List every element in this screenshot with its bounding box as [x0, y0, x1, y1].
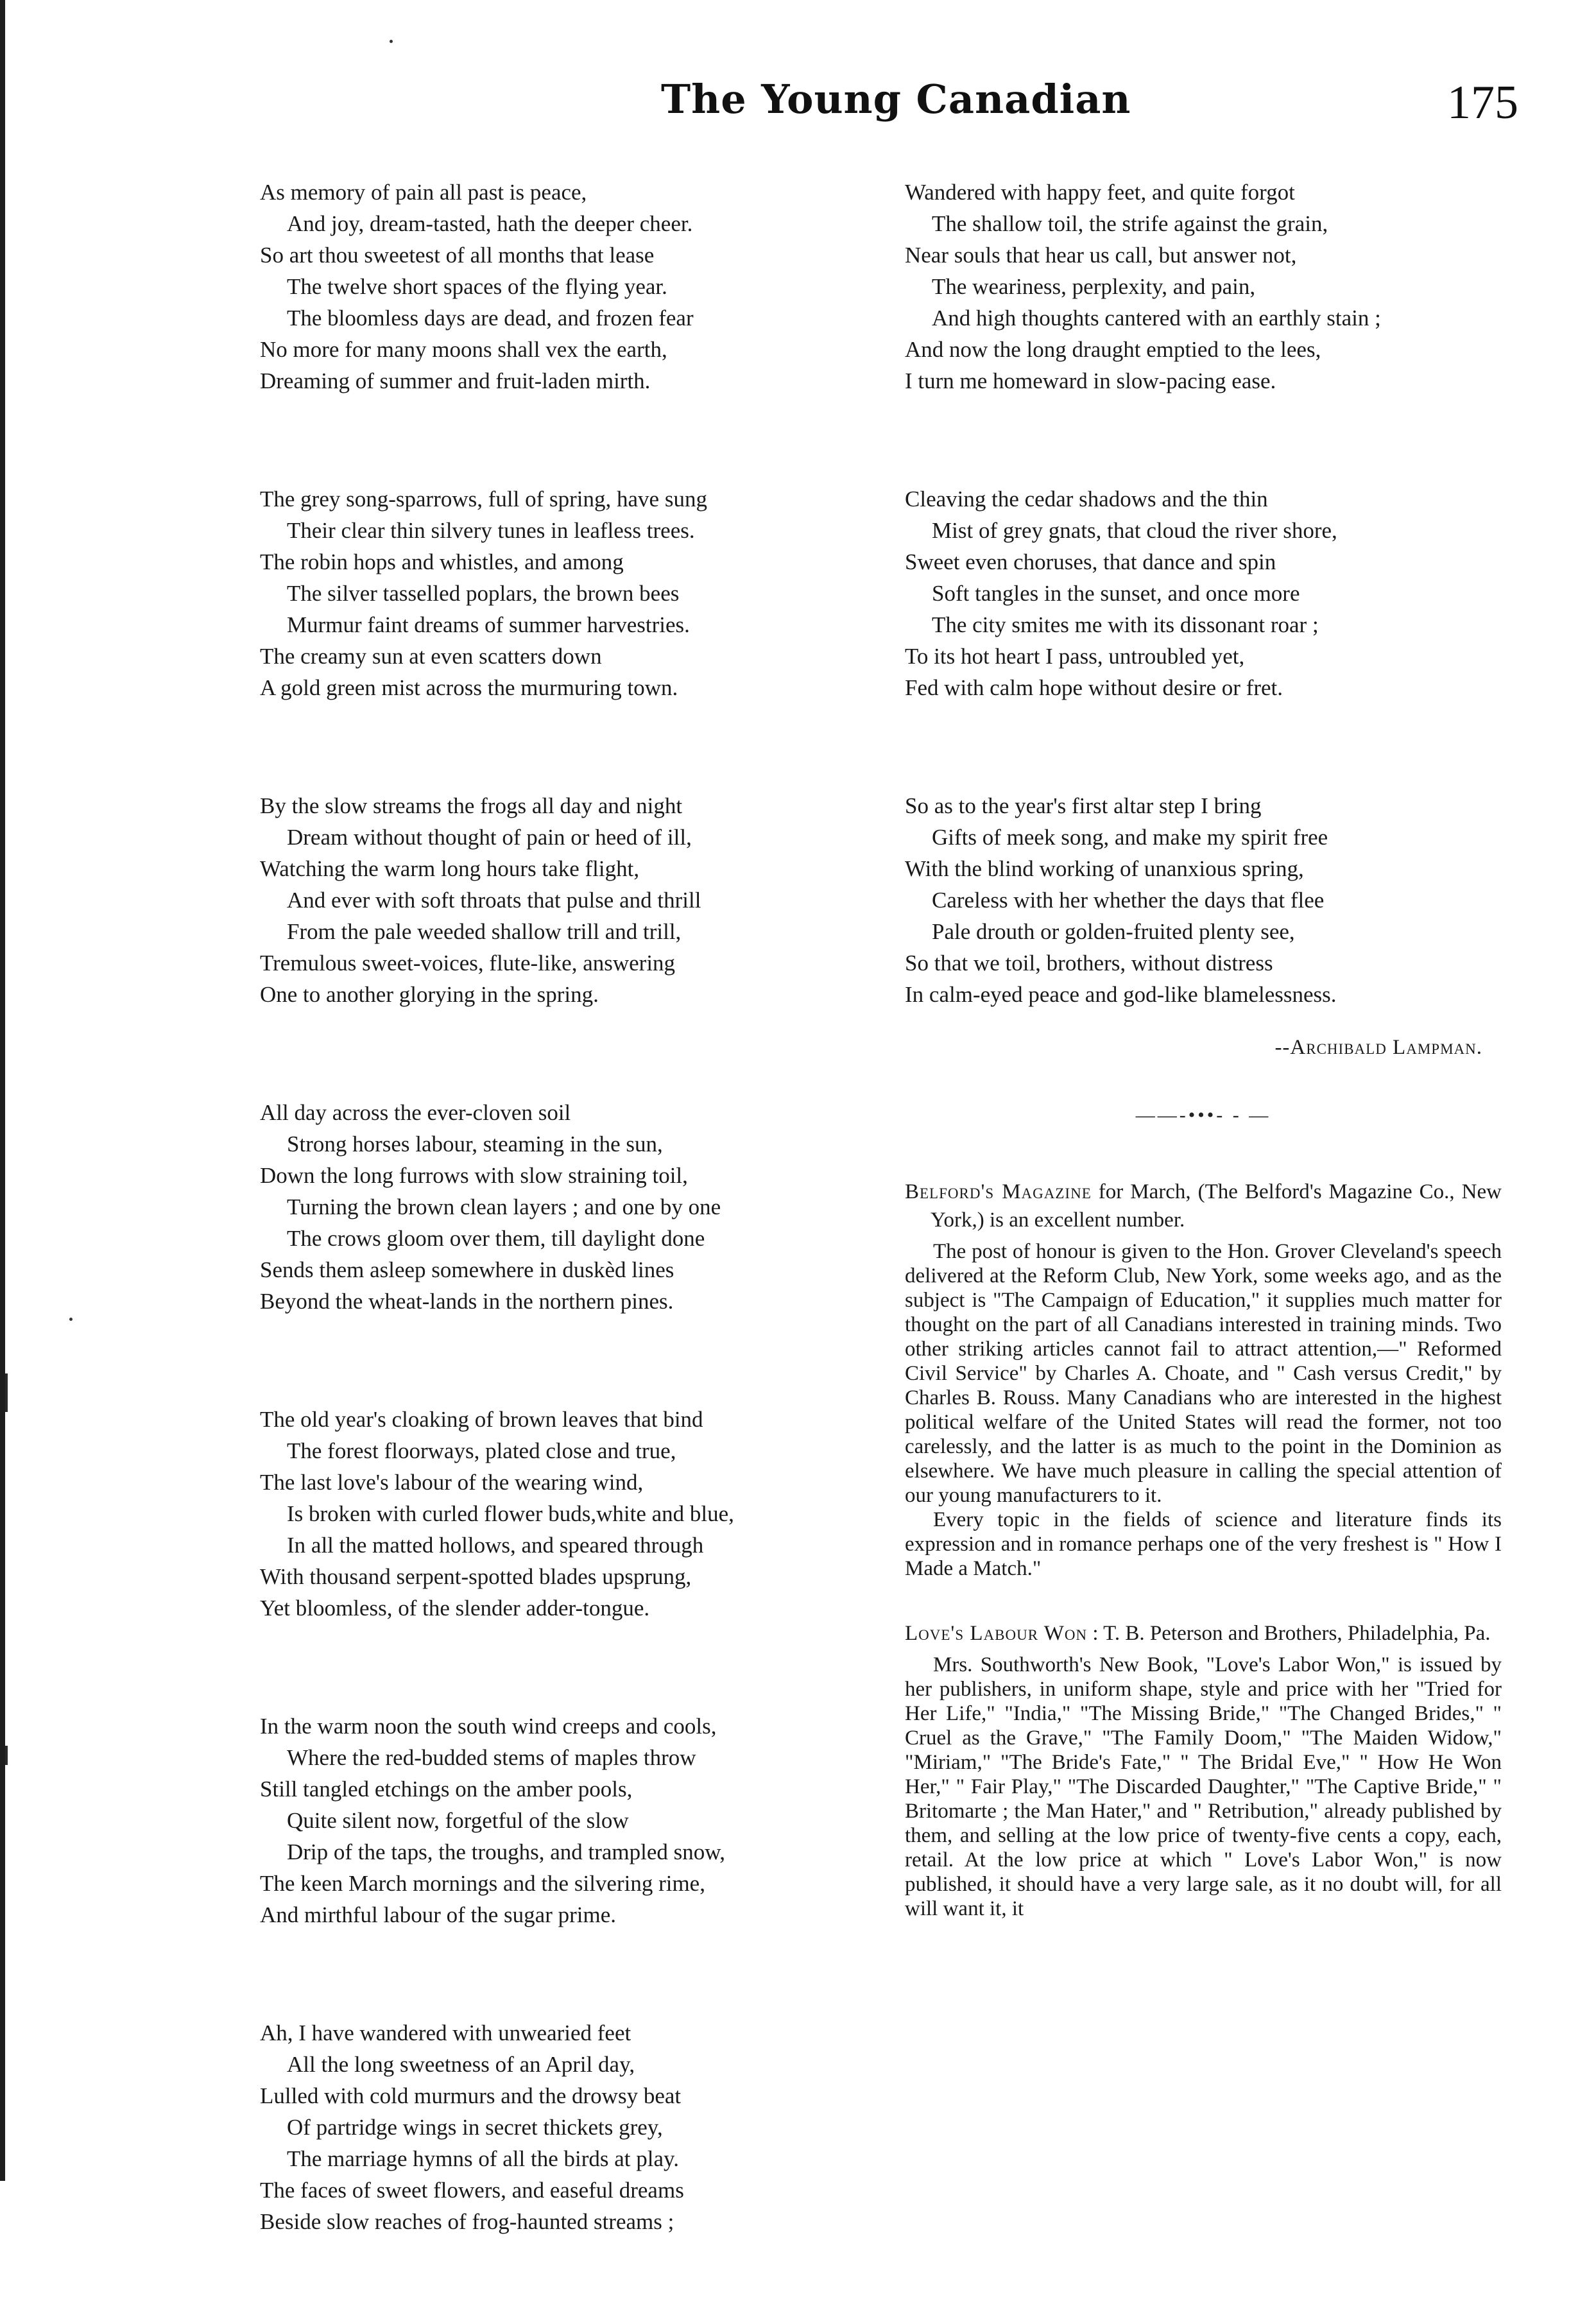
poem-line: Soft tangles in the sunset, and once more [932, 581, 1300, 606]
poem-line: No more for many moons shall vex the earth, [260, 337, 667, 362]
poem-line: The creamy sun at even scatters down [260, 644, 602, 669]
poem-line: And mirthful labour of the sugar prime. [260, 1902, 617, 1927]
poem-stanza [260, 1097, 876, 1317]
poem-line: The twelve short spaces of the flying year. [287, 274, 667, 299]
poem-line: Sweet even choruses, that dance and spin [905, 549, 1276, 574]
poem-line: The bloomless days are dead, and frozen fear [287, 306, 694, 331]
poem-line: All the long sweetness of an April day, [287, 2052, 635, 2077]
poem-stanza [905, 790, 1502, 1010]
poem-line: Cleaving the cedar shadows and the thin [905, 486, 1268, 512]
poem-line: I turn me homeward in slow-pacing ease. [905, 368, 1276, 393]
review-heading [905, 1619, 1502, 1648]
poem-line: The robin hops and whistles, and among [260, 549, 624, 574]
poem-line: Murmur faint dreams of summer harvestries. [287, 612, 690, 637]
poem-line: And high thoughts cantered with an earthly stain ; [932, 306, 1381, 331]
poem-line: Dreaming of summer and fruit-laden mirth. [260, 368, 651, 393]
poem-line: In calm-eyed peace and god-like blamelessness. [905, 982, 1337, 1007]
poem-line: Tremulous sweet-voices, flute-like, answering [260, 951, 676, 976]
poem-stanza [905, 483, 1502, 703]
poem-line: The grey song-sparrows, full of spring, have sung [260, 486, 707, 512]
poem-line: Where the red-budded stems of maples throw [287, 1745, 696, 1770]
review-title-rest: for March, (The Belford's Magazine Co., New York,) is an excellent number. [931, 1180, 1502, 1232]
poem-stanza [260, 1710, 876, 1931]
page-number: 175 [1447, 76, 1518, 129]
poem-line: The keen March mornings and the silvering rime, [260, 1871, 705, 1896]
poem-line: And ever with soft throats that pulse and thrill [287, 888, 701, 913]
poem-line: Quite silent now, forgetful of the slow [287, 1808, 629, 1833]
poem-line: Fed with calm hope without desire or fret. [905, 675, 1283, 700]
poem-attribution: --Archibald Lampman. [1274, 1036, 1482, 1059]
review-title-rest: : T. B. Peterson and Brothers, Philadelphia, Pa. [1087, 1622, 1491, 1645]
masthead-title: The Young Canadian [661, 76, 1131, 123]
poem-line: In the warm noon the south wind creeps and cools, [260, 1714, 717, 1739]
poem-line: In all the matted hollows, and speared through [287, 1533, 704, 1558]
poem-line: Near souls that hear us call, but answer not, [905, 243, 1297, 268]
poem-line: All day across the ever-cloven soil [260, 1100, 571, 1125]
poem-line: Beside slow reaches of frog-haunted streams ; [260, 2209, 674, 2234]
section-ornament: ——-•••- - — [1135, 1105, 1271, 1126]
poem-line: The shallow toil, the strife against the grain, [932, 211, 1328, 236]
poem-line: A gold green mist across the murmuring town. [260, 675, 678, 700]
poem-line: Their clear thin silvery tunes in leafless trees. [287, 518, 695, 543]
poem-line: Still tangled etchings on the amber pools, [260, 1777, 633, 1802]
review-title: Love's Labour Won [905, 1622, 1088, 1645]
poem-line: Drip of the taps, the troughs, and trampled snow, [287, 1839, 726, 1864]
left-column [260, 176, 876, 2324]
poem-line: And now the long draught emptied to the lees, [905, 337, 1321, 362]
poem-line: From the pale weeded shallow trill and trill, [287, 919, 682, 944]
poem-line: The city smites me with its dissonant roar ; [932, 612, 1319, 637]
poem-line: Down the long furrows with slow straining toil, [260, 1163, 688, 1188]
poem-line: Careless with her whether the days that flee [932, 888, 1325, 913]
poem-line: Ah, I have wandered with unwearied feet [260, 2020, 631, 2045]
poem-line: Pale drouth or golden-fruited plenty see, [932, 919, 1295, 944]
margin-mark [5, 1373, 8, 1412]
poem-line: Mist of grey gnats, that cloud the river shore, [932, 518, 1337, 543]
poem-line: Yet bloomless, of the slender adder-tongue. [260, 1596, 650, 1621]
poem-stanza [260, 176, 876, 397]
poem-line: The last love's labour of the wearing wind, [260, 1470, 644, 1495]
poem-line: Sends them asleep somewhere in duskèd lines [260, 1257, 674, 1282]
poem-line: And joy, dream-tasted, hath the deeper cheer. [287, 211, 693, 236]
poem-line: The weariness, perplexity, and pain, [932, 274, 1256, 299]
poem-line: Beyond the wheat-lands in the northern pines. [260, 1289, 674, 1314]
poem-stanza [260, 790, 876, 1010]
poem-stanza [260, 483, 876, 703]
poem-line: So that we toil, brothers, without distress [905, 951, 1273, 976]
print-speck [390, 40, 393, 43]
review-belfords [905, 1178, 1502, 1581]
poem-line: The forest floorways, plated close and true, [287, 1438, 676, 1463]
review-loves-labour-won [905, 1619, 1502, 1921]
poem-line: The old year's cloaking of brown leaves that bind [260, 1407, 703, 1432]
poem-line: Of partridge wings in secret thickets grey, [287, 2115, 663, 2140]
poem-line: By the slow streams the frogs all day and night [260, 793, 683, 818]
poem-line: So art thou sweetest of all months that lease [260, 243, 655, 268]
poem-line: The crows gloom over them, till daylight done [287, 1226, 705, 1251]
poem-line: One to another glorying in the spring. [260, 982, 599, 1007]
poem-line: The marriage hymns of all the birds at play. [287, 2146, 680, 2171]
review-paragraph: Mrs. Southworth's New Book, "Love's Labor Won," is issued by her publishers, in uniform shape, style and price with her "Tried for Her Life," "India," "The Missing Bride," "The Changed Brides," " Cruel as the Grave," "The Family Doom," "The Maiden Widow," "Miriam," "The Bride's Fate," " The Bridal Eve," " How He Won Her," " Fair Play," "The Discarded Daughter," "The Captive Bride," " Britomarte ; the Man Hater," and " Retribution," already published by them, and selling at the low price of twenty-five cents a copy, each, retail. At the low price at which " Love's Labor Won," is now published, it should have a very large sale, as it no doubt will, for all will want it, it [905, 1653, 1502, 1920]
print-speck [69, 1318, 73, 1321]
poem-line: Is broken with curled flower buds,white and blue, [287, 1501, 734, 1526]
review-paragraph: The post of honour is given to the Hon. Grover Cleveland's speech delivered at the Reform Club, New York, some weeks ago, and as the subject is "The Campaign of Education," it supplies much matter for thought on the part of all Canadians interested in training minds. Two other striking articles cannot fail to attract attention,—" Reformed Civil Service" by Charles A. Choate, and " Cash versus Credit," by Charles B. Rouss. Many Canadians who are interested in the highest political welfare of the United States will read the former, not too carelessly, and the latter is as much to the point in the Dominion as elsewhere. We have much pleasure in calling the special attention of our young manufacturers to it. [905, 1240, 1502, 1507]
poem-line: With the blind working of unanxious spring, [905, 856, 1304, 881]
poem-line: Watching the warm long hours take flight, [260, 856, 640, 881]
poem-line: Wandered with happy feet, and quite forgot [905, 180, 1295, 205]
poem-line: Gifts of meek song, and make my spirit free [932, 825, 1328, 850]
poem-line: To its hot heart I pass, untroubled yet, [905, 644, 1245, 669]
poem-line: Turning the brown clean layers ; and one by one [287, 1194, 721, 1219]
poem-line: The silver tasselled poplars, the brown bees [287, 581, 680, 606]
poem-line: Lulled with cold murmurs and the drowsy beat [260, 2083, 682, 2108]
poem-stanza [905, 176, 1502, 397]
review-paragraph: Every topic in the fields of science and literature finds its expression and in romance perhaps one of the very freshest is " How I Made a Match." [905, 1508, 1502, 1580]
poem-line: Strong horses labour, steaming in the sun, [287, 1132, 663, 1157]
review-heading [905, 1178, 1502, 1234]
poem-line: As memory of pain all past is peace, [260, 180, 587, 205]
poem-line: So as to the year's first altar step I bring [905, 793, 1262, 818]
poem-stanza [260, 1404, 876, 1624]
right-column [905, 176, 1502, 1959]
poem-line: The faces of sweet flowers, and easeful dreams [260, 2178, 684, 2203]
poem-line: With thousand serpent-spotted blades upsprung, [260, 1564, 692, 1589]
poem-stanza [260, 2017, 876, 2237]
review-title: Belford's Magazine [905, 1180, 1092, 1203]
poem-line: Dream without thought of pain or heed of ill, [287, 825, 692, 850]
page-edge-rule [0, 0, 5, 2181]
margin-mark [5, 1746, 8, 1765]
